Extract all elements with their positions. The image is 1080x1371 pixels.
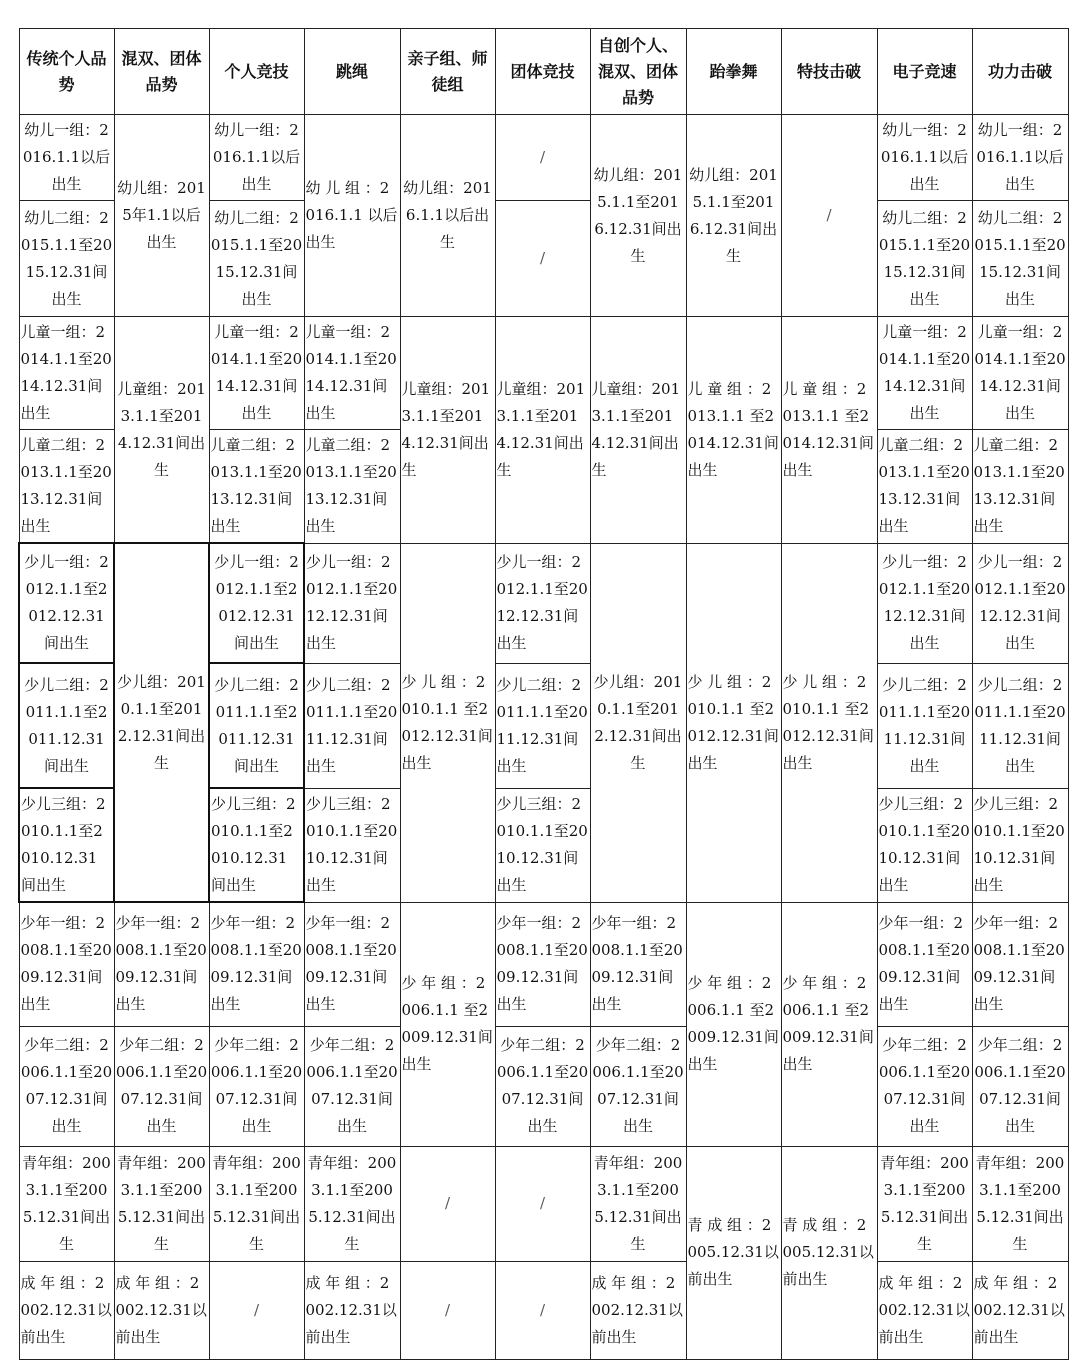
table-row bbox=[19, 1261, 1068, 1359]
table-cell: / bbox=[781, 115, 877, 317]
header-cell: 特技击破 bbox=[781, 29, 877, 115]
table-cell: / bbox=[495, 115, 590, 201]
header-cell: 跳绳 bbox=[304, 29, 400, 115]
table-cell: 少年二组：2006.1.1至2007.12.31间出生 bbox=[209, 1026, 304, 1146]
table-cell: 少年一组：2008.1.1至2009.12.31间出生 bbox=[304, 902, 400, 1026]
table-cell: 儿童一组：2014.1.1至2014.12.31间出生 bbox=[209, 317, 304, 430]
table-cell: 幼儿二组：2015.1.1至2015.12.31间出生 bbox=[877, 201, 972, 317]
header-cell: 混双、团体品势 bbox=[114, 29, 209, 115]
table-cell: / bbox=[209, 1261, 304, 1359]
table-cell: 少儿组：2010.1.1至2012.12.31间出生 bbox=[114, 543, 209, 902]
table-cell: 儿 童 组 ：2013.1.1 至2014.12.31间出生 bbox=[781, 317, 877, 544]
table-cell: / bbox=[495, 1261, 590, 1359]
table-cell: 儿 童 组 ：2013.1.1 至2014.12.31间出生 bbox=[686, 317, 781, 544]
table-cell: 青年组：2003.1.1至2005.12.31间出生 bbox=[590, 1146, 686, 1261]
table-cell: 少儿三组：2010.1.1至2010.12.31间出生 bbox=[304, 788, 400, 902]
table-cell: 成 年 组 ：2002.12.31以前出生 bbox=[972, 1261, 1068, 1359]
table-cell: 少年一组：2008.1.1至2009.12.31间出生 bbox=[590, 902, 686, 1026]
table-cell: 少年一组：2008.1.1至2009.12.31间出生 bbox=[209, 902, 304, 1026]
table-cell: 少年一组：2008.1.1至2009.12.31间出生 bbox=[19, 902, 114, 1026]
table-cell: 儿童二组：2013.1.1至2013.12.31间出生 bbox=[877, 430, 972, 544]
table-cell: 幼儿二组：2015.1.1至2015.12.31间出生 bbox=[209, 201, 304, 317]
table-cell: 少儿一组：2012.1.1至2012.12.31间出生 bbox=[972, 543, 1068, 663]
table-cell: 少儿三组：2010.1.1至2010.12.31间出生 bbox=[877, 788, 972, 902]
table-cell: 少儿二组：2011.1.1至2011.12.31间出生 bbox=[877, 663, 972, 788]
table-row bbox=[19, 115, 1068, 201]
table-row bbox=[19, 1146, 1068, 1261]
header-cell: 亲子组、师徒组 bbox=[400, 29, 495, 115]
table-cell: 幼儿一组：2016.1.1以后出生 bbox=[209, 115, 304, 201]
table-cell: 成 年 组 ：2002.12.31以前出生 bbox=[19, 1261, 114, 1359]
table-cell: 青 成 组 ：2005.12.31以前出生 bbox=[686, 1146, 781, 1359]
table-cell: 儿童二组：2013.1.1至2013.12.31间出生 bbox=[304, 430, 400, 544]
table-cell: 儿童一组：2014.1.1至2014.12.31间出生 bbox=[304, 317, 400, 430]
table-cell: 青年组：2003.1.1至2005.12.31间出生 bbox=[877, 1146, 972, 1261]
table-cell: 幼儿一组：2016.1.1以后出生 bbox=[19, 115, 114, 201]
table-cell: 成 年 组 ：2002.12.31以前出生 bbox=[304, 1261, 400, 1359]
table-cell: 儿童二组：2013.1.1至2013.12.31间出生 bbox=[19, 430, 114, 544]
table-cell: 少年二组：2006.1.1至2007.12.31间出生 bbox=[304, 1026, 400, 1146]
table-cell: 幼儿组：2015.1.1至2016.12.31间出生 bbox=[686, 115, 781, 317]
table-cell: 少儿三组：2010.1.1至2010.12.31间出生 bbox=[972, 788, 1068, 902]
table-cell: 少儿一组：2012.1.1至2012.12.31间出生 bbox=[209, 543, 304, 663]
header-cell: 跆拳舞 bbox=[686, 29, 781, 115]
table-cell: 儿童组：2013.1.1至2014.12.31间出生 bbox=[400, 317, 495, 544]
table-cell: 儿童二组：2013.1.1至2013.12.31间出生 bbox=[209, 430, 304, 544]
table-cell: 青 成 组 ：2005.12.31以前出生 bbox=[781, 1146, 877, 1359]
table-cell: 少 儿 组 ：2010.1.1 至2012.12.31间出生 bbox=[781, 543, 877, 902]
table-cell: 少年二组：2006.1.1至2007.12.31间出生 bbox=[590, 1026, 686, 1146]
table-cell: 少年二组：2006.1.1至2007.12.31间出生 bbox=[495, 1026, 590, 1146]
table-cell: 成 年 组 ：2002.12.31以前出生 bbox=[114, 1261, 209, 1359]
table-cell: 幼儿组：2015.1.1至2016.12.31间出生 bbox=[590, 115, 686, 317]
table-cell: 少年二组：2006.1.1至2007.12.31间出生 bbox=[114, 1026, 209, 1146]
table-cell: 青年组：2003.1.1至2005.12.31间出生 bbox=[19, 1146, 114, 1261]
table-cell: 儿童一组：2014.1.1至2014.12.31间出生 bbox=[19, 317, 114, 430]
table-cell: 儿童组：2013.1.1至2014.12.31间出生 bbox=[495, 317, 590, 544]
table-cell: 青年组：2003.1.1至2005.12.31间出生 bbox=[972, 1146, 1068, 1261]
header-cell: 个人竞技 bbox=[209, 29, 304, 115]
table-cell: 少年一组：2008.1.1至2009.12.31间出生 bbox=[495, 902, 590, 1026]
table-cell: 儿童组：2013.1.1至2014.12.31间出生 bbox=[114, 317, 209, 544]
table-row bbox=[19, 543, 1068, 663]
table-cell: 少儿一组：2012.1.1至2012.12.31间出生 bbox=[304, 543, 400, 663]
table-cell: 少儿二组：2011.1.1至2011.12.31间出生 bbox=[19, 663, 114, 788]
table-cell: 少年二组：2006.1.1至2007.12.31间出生 bbox=[877, 1026, 972, 1146]
table-cell: 少年二组：2006.1.1至2007.12.31间出生 bbox=[19, 1026, 114, 1146]
table-cell: 幼儿组：2016.1.1以后出生 bbox=[400, 115, 495, 317]
header-cell: 功力击破 bbox=[972, 29, 1068, 115]
table-cell: 儿童一组：2014.1.1至2014.12.31间出生 bbox=[877, 317, 972, 430]
table-cell: 少儿二组：2011.1.1至2011.12.31间出生 bbox=[972, 663, 1068, 788]
header-cell: 电子竞速 bbox=[877, 29, 972, 115]
table-cell: 少儿一组：2012.1.1至2012.12.31间出生 bbox=[877, 543, 972, 663]
table-cell: 少儿一组：2012.1.1至2012.12.31间出生 bbox=[495, 543, 590, 663]
table-cell: 少儿二组：2011.1.1至2011.12.31间出生 bbox=[304, 663, 400, 788]
table-cell: 少 儿 组 ：2010.1.1 至2012.12.31间出生 bbox=[400, 543, 495, 902]
table-cell: 幼儿一组：2016.1.1以后出生 bbox=[877, 115, 972, 201]
table-cell: 幼儿二组：2015.1.1至2015.12.31间出生 bbox=[19, 201, 114, 317]
table-cell: / bbox=[495, 201, 590, 317]
table-cell: 儿童一组：2014.1.1至2014.12.31间出生 bbox=[972, 317, 1068, 430]
table-cell: 青年组：2003.1.1至2005.12.31间出生 bbox=[209, 1146, 304, 1261]
table-cell: 少年一组：2008.1.1至2009.12.31间出生 bbox=[114, 902, 209, 1026]
header-cell: 传统个人品势 bbox=[19, 29, 114, 115]
header-cell: 团体竞技 bbox=[495, 29, 590, 115]
table-cell: / bbox=[400, 1261, 495, 1359]
table-cell: 少 年 组 ：2006.1.1 至2009.12.31间出生 bbox=[686, 902, 781, 1146]
table-cell: 少 儿 组 ：2010.1.1 至2012.12.31间出生 bbox=[686, 543, 781, 902]
table-cell: 少儿三组：2010.1.1至2010.12.31间出生 bbox=[19, 788, 114, 902]
table-row bbox=[19, 1026, 1068, 1146]
table-cell: 成 年 组 ：2002.12.31以前出生 bbox=[590, 1261, 686, 1359]
table-cell: 少 年 组 ：2006.1.1 至2009.12.31间出生 bbox=[781, 902, 877, 1146]
table-cell: 少年一组：2008.1.1至2009.12.31间出生 bbox=[877, 902, 972, 1026]
table-cell: / bbox=[495, 1146, 590, 1261]
table-cell: 少 年 组 ：2006.1.1 至2009.12.31间出生 bbox=[400, 902, 495, 1146]
table-cell: 青年组：2003.1.1至2005.12.31间出生 bbox=[114, 1146, 209, 1261]
age-group-table bbox=[18, 28, 1069, 1360]
table-row bbox=[19, 902, 1068, 1026]
header-row bbox=[19, 29, 1068, 115]
table-cell: 少儿组：2010.1.1至2012.12.31间出生 bbox=[590, 543, 686, 902]
table-cell: 幼儿二组：2015.1.1至2015.12.31间出生 bbox=[972, 201, 1068, 317]
table-cell: 少年一组：2008.1.1至2009.12.31间出生 bbox=[972, 902, 1068, 1026]
table-cell: 成 年 组 ：2002.12.31以前出生 bbox=[877, 1261, 972, 1359]
header-cell: 自创个人、混双、团体品势 bbox=[590, 29, 686, 115]
table-cell: 幼儿组：2015年1.1以后出生 bbox=[114, 115, 209, 317]
table-cell: 少儿三组：2010.1.1至2010.12.31间出生 bbox=[209, 788, 304, 902]
table-cell: 少儿一组：2012.1.1至2012.12.31间出生 bbox=[19, 543, 114, 663]
table-cell: 少儿二组：2011.1.1至2011.12.31间出生 bbox=[209, 663, 304, 788]
table-row bbox=[19, 317, 1068, 430]
table-cell: 少儿三组：2010.1.1至2010.12.31间出生 bbox=[495, 788, 590, 902]
table-cell: 幼 儿 组 ：2016.1.1 以后出生 bbox=[304, 115, 400, 317]
table-cell: 儿童二组：2013.1.1至2013.12.31间出生 bbox=[972, 430, 1068, 544]
table-cell: 少年二组：2006.1.1至2007.12.31间出生 bbox=[972, 1026, 1068, 1146]
table-cell: 幼儿一组：2016.1.1以后出生 bbox=[972, 115, 1068, 201]
table-cell: 青年组：2003.1.1至2005.12.31间出生 bbox=[304, 1146, 400, 1261]
table-cell: 儿童组：2013.1.1至2014.12.31间出生 bbox=[590, 317, 686, 544]
table-cell: / bbox=[400, 1146, 495, 1261]
table-cell: 少儿二组：2011.1.1至2011.12.31间出生 bbox=[495, 663, 590, 788]
